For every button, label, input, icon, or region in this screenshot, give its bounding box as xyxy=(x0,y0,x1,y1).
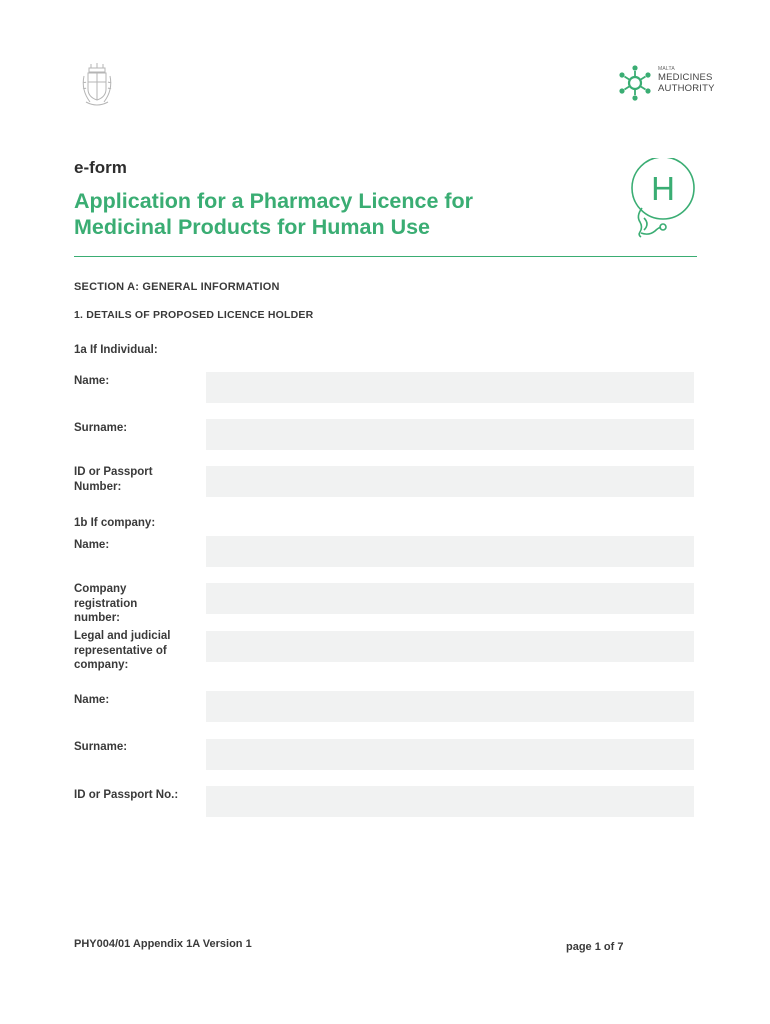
ind-surname-label: Surname: xyxy=(74,422,128,434)
doc-type-label: e-form xyxy=(74,158,127,177)
page-title xyxy=(74,188,574,240)
co-reg-label: Company registration number: xyxy=(74,583,138,624)
ind-id-label: ID or Passport Number: xyxy=(74,466,153,493)
logo-line-1: MEDICINES xyxy=(658,72,713,83)
logo-line-2: AUTHORITY xyxy=(658,83,715,94)
logo-small-text: MALTA xyxy=(658,66,675,72)
ind-surname-input[interactable] xyxy=(206,419,694,450)
rep-id-label: ID or Passport No.: xyxy=(74,789,179,801)
individual-heading: 1a If Individual: xyxy=(74,344,158,356)
rep-surname-label: Surname: xyxy=(74,741,128,753)
title-line-2: Medicinal Products for Human Use xyxy=(74,215,431,239)
medicines-authority-logo xyxy=(616,64,716,104)
badge-letter: H xyxy=(651,170,675,207)
co-rep-label: Legal and judicial representative of company: xyxy=(74,630,171,671)
co-rep-input[interactable] xyxy=(206,631,694,662)
rep-id-input[interactable] xyxy=(206,786,694,817)
section-a-heading: SECTION A: GENERAL INFORMATION xyxy=(74,281,280,293)
human-use-stethoscope-icon xyxy=(628,158,698,240)
medicines-authority-mark-icon xyxy=(616,64,654,102)
ind-id-input[interactable] xyxy=(206,466,694,497)
title-divider xyxy=(74,256,697,257)
co-name-input[interactable] xyxy=(206,536,694,567)
co-name-label: Name: xyxy=(74,539,110,551)
co-reg-input[interactable] xyxy=(206,583,694,614)
company-heading: 1b If company: xyxy=(74,517,156,529)
section-1-heading: 1. DETAILS OF PROPOSED LICENCE HOLDER xyxy=(74,309,314,321)
malta-coat-of-arms-icon xyxy=(80,62,114,106)
ind-name-label: Name: xyxy=(74,375,110,387)
rep-name-label: Name: xyxy=(74,694,110,706)
page-number: page 1 of 7 xyxy=(566,941,624,953)
ind-name-input[interactable] xyxy=(206,372,694,403)
rep-name-input[interactable] xyxy=(206,691,694,722)
title-line-1: Application for a Pharmacy Licence for xyxy=(74,189,474,213)
document-reference: PHY004/01 Appendix 1A Version 1 xyxy=(74,938,252,950)
rep-surname-input[interactable] xyxy=(206,739,694,770)
